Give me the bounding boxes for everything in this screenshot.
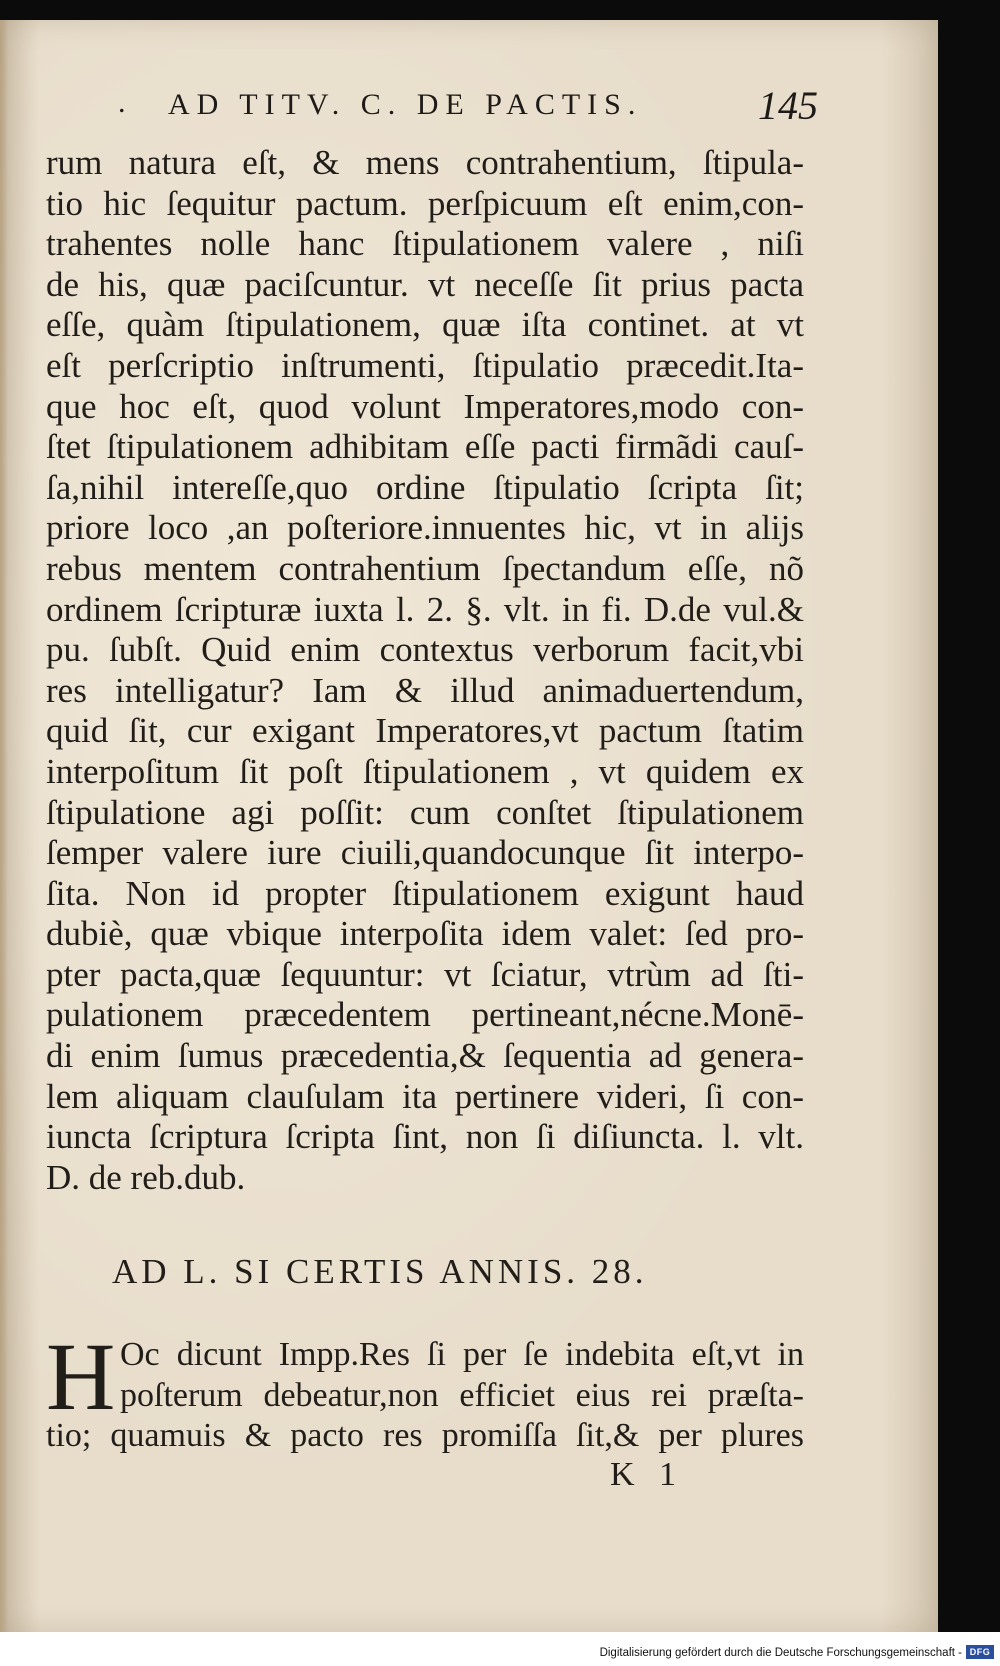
text-line: Oc dicunt Impp.Res ſi per ſe indebita eſt,vt in <box>120 1336 804 1373</box>
text-line: D. de reb.dub. <box>46 1157 246 1197</box>
text-line: eſſe, quàm ſtipulationem, quæ iſta continet. at vt <box>46 305 804 345</box>
text-line: poſterum debeatur,non efficiet eius rei præſta- <box>120 1376 804 1414</box>
text-line: ordinem ſcripturæ iuxta l. 2. §. vlt. in fi. D.de vul.& <box>46 589 804 629</box>
body-text <box>46 143 804 1198</box>
text-line: trahentes nolle hanc ſtipulationem valere , niſi <box>46 224 804 264</box>
text-line: tio hic ſequitur pactum. perſpicuum eſt enim,con- <box>46 183 804 223</box>
text-line: quid ſit, cur exigant Imperatores,vt pactum ſtatim <box>46 711 804 751</box>
funding-notice: Digitalisierung gefördert durch die Deutsche Forschungsgemeinschaft - <box>599 1647 962 1659</box>
text-line: rebus mentem contrahentium ſpectandum eſſe, nõ <box>46 548 804 588</box>
catchword-signature: K 1 <box>610 1456 685 1493</box>
paragraph-opening <box>120 1335 804 1416</box>
text-line: que hoc eſt, quod volunt Imperatores,modo con- <box>46 386 804 426</box>
section-heading: AD L. SI CERTIS ANNIS. 28. <box>112 1252 648 1291</box>
text-line: rum natura eſt, & mens contrahentium, ſtipula- <box>46 143 804 182</box>
running-head-ornament: . <box>118 86 126 119</box>
text-line: pulationem præcedentem pertineant,nécne.Monē- <box>46 995 804 1035</box>
text-line: pter pacta,quæ ſequuntur: vt ſciatur, vtrùm ad ſti- <box>46 954 804 994</box>
dfg-logo: DFG <box>966 1645 994 1659</box>
text-line: interpoſitum ſit poſt ſtipulationem , vt quidem ex <box>46 751 804 791</box>
text-line: res intelligatur? Iam & illud animaduertendum, <box>46 670 804 710</box>
page-gutter-edge <box>0 20 8 1632</box>
drop-cap-initial: H <box>46 1323 116 1430</box>
text-line: pu. ſubſt. Quid enim contextus verborum facit,vbi <box>46 630 804 670</box>
text-line: priore loco ,an poſteriore.innuentes hic, vt in alijs <box>46 508 804 548</box>
text-line: ſita. Non id propter ſtipulationem exigunt haud <box>46 873 804 913</box>
text-line: lem aliquam clauſulam ita pertinere videri, ſi con- <box>46 1076 804 1116</box>
text-line: iuncta ſcriptura ſcripta ſint, non ſi diſiuncta. l. vlt. <box>46 1117 804 1157</box>
text-line: ſemper valere iure ciuili,quandocunque ſit interpo- <box>46 833 804 873</box>
text-line: ſtet ſtipulationem adhibitam eſſe pacti firmãdi cauſ- <box>46 427 804 467</box>
text-line: eſt perſcriptio inſtrumenti, ſtipulatio præcedit.Ita- <box>46 345 804 385</box>
running-head: AD TITV. C. DE PACTIS. <box>168 88 643 121</box>
text-line: dubiè, quæ vbique interpoſita idem valet: ſed pro- <box>46 914 804 954</box>
text-line: di enim ſumus præcedentia,& ſequentia ad genera- <box>46 1036 804 1076</box>
text-line: de his, quæ paciſcuntur. vt neceſſe ſit prius pacta <box>46 264 804 304</box>
text-line: tio; quamuis & pacto res promiſſa ſit,& per plures <box>46 1417 804 1454</box>
page-number: 145 <box>758 83 818 128</box>
text-line: ſtipulatione agi poſſit: cum conſtet ſtipulationem <box>46 792 804 832</box>
text-line: ſa,nihil intereſſe,quo ordine ſtipulatio ſcripta ſit; <box>46 467 804 507</box>
